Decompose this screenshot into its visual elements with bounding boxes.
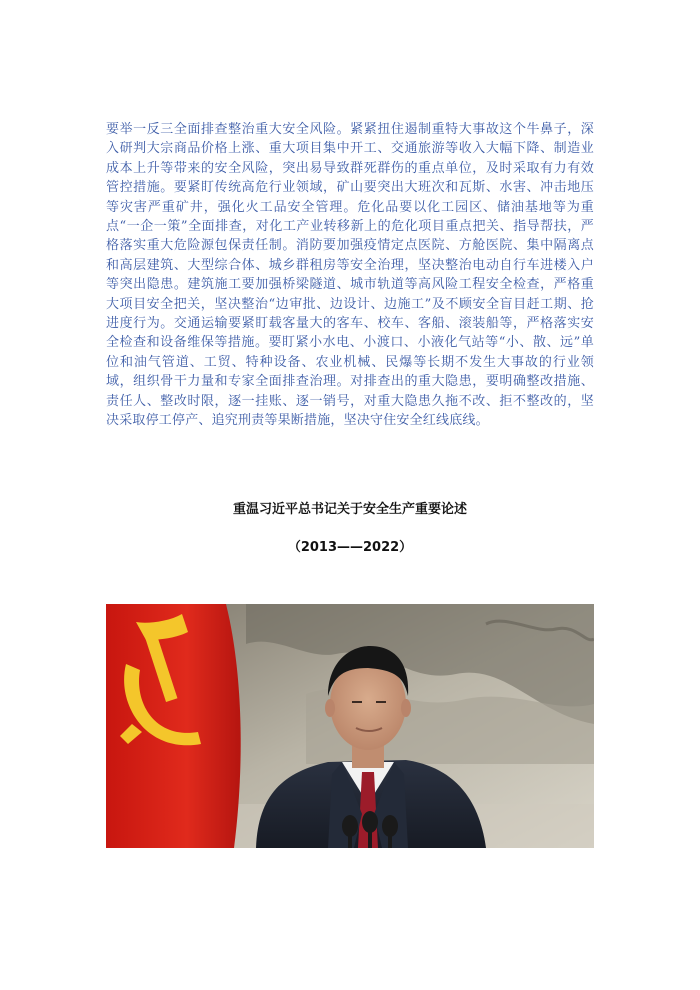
microphones (342, 811, 398, 848)
section-years: （2013——2022） (287, 540, 413, 555)
section-heading: 重温习近平总书记关于安全生产重要论述 (232, 502, 467, 517)
speaker-photo (106, 604, 594, 848)
red-flag (106, 604, 241, 848)
body-paragraph: 要举一反三全面排查整治重大安全风险。紧紧扭住遏制重特大事故这个牛鼻子，深入研判大宗商品价格上涨、重大项目集中开工、交通旅游等收入大幅下降、制造业成本上升等带来的安全风险，突出易导致群死群伤的重点单位，及时采取有力有效管控措施。要紧盯传统高危行业领域，矿山要突出大班次和瓦斯、水害、冲击地压等灾害严重矿井，强化火工品安全管理。危化品要以化工园区、储油基地等为重点“一企一策”全面排查，对化工产业转移新上的危化项目重点把关、指导帮扶，严格落实重大危险源包保责任制。消防要加强疫情定点医院、方舱医院、集中隔离点和高层建筑、大型综合体、城乡群租房等安全治理，坚决整治电动自行车进楼入户等突出隐患。建筑施工要加强桥梁隧道、城市轨道等高风险工程安全检查，严格重大项目安全把关，坚决整治“边审批、边设计、边施工”及不顾安全盲目赶工期、抢进度行为。交通运输要紧盯载客量大的客车、校车、客船、滚装船等，严格落实安全检查和设备维保等措施。要盯紧小水电、小渡口、小液化气站等“小、散、远”单位和油气管道、工贸、特种设备、农业机械、民爆等长期不发生大事故的行业领域，组织骨干力量和专家全面排查治理。对排查出的重大隐患，要明确整改措施、责任人、整改时限，逐一挂账、逐一销号，对重大隐患久拖不改、拒不整改的，坚决采取停工停产、追究刑责等果断措施，坚决守住安全红线底线。 (106, 122, 594, 429)
